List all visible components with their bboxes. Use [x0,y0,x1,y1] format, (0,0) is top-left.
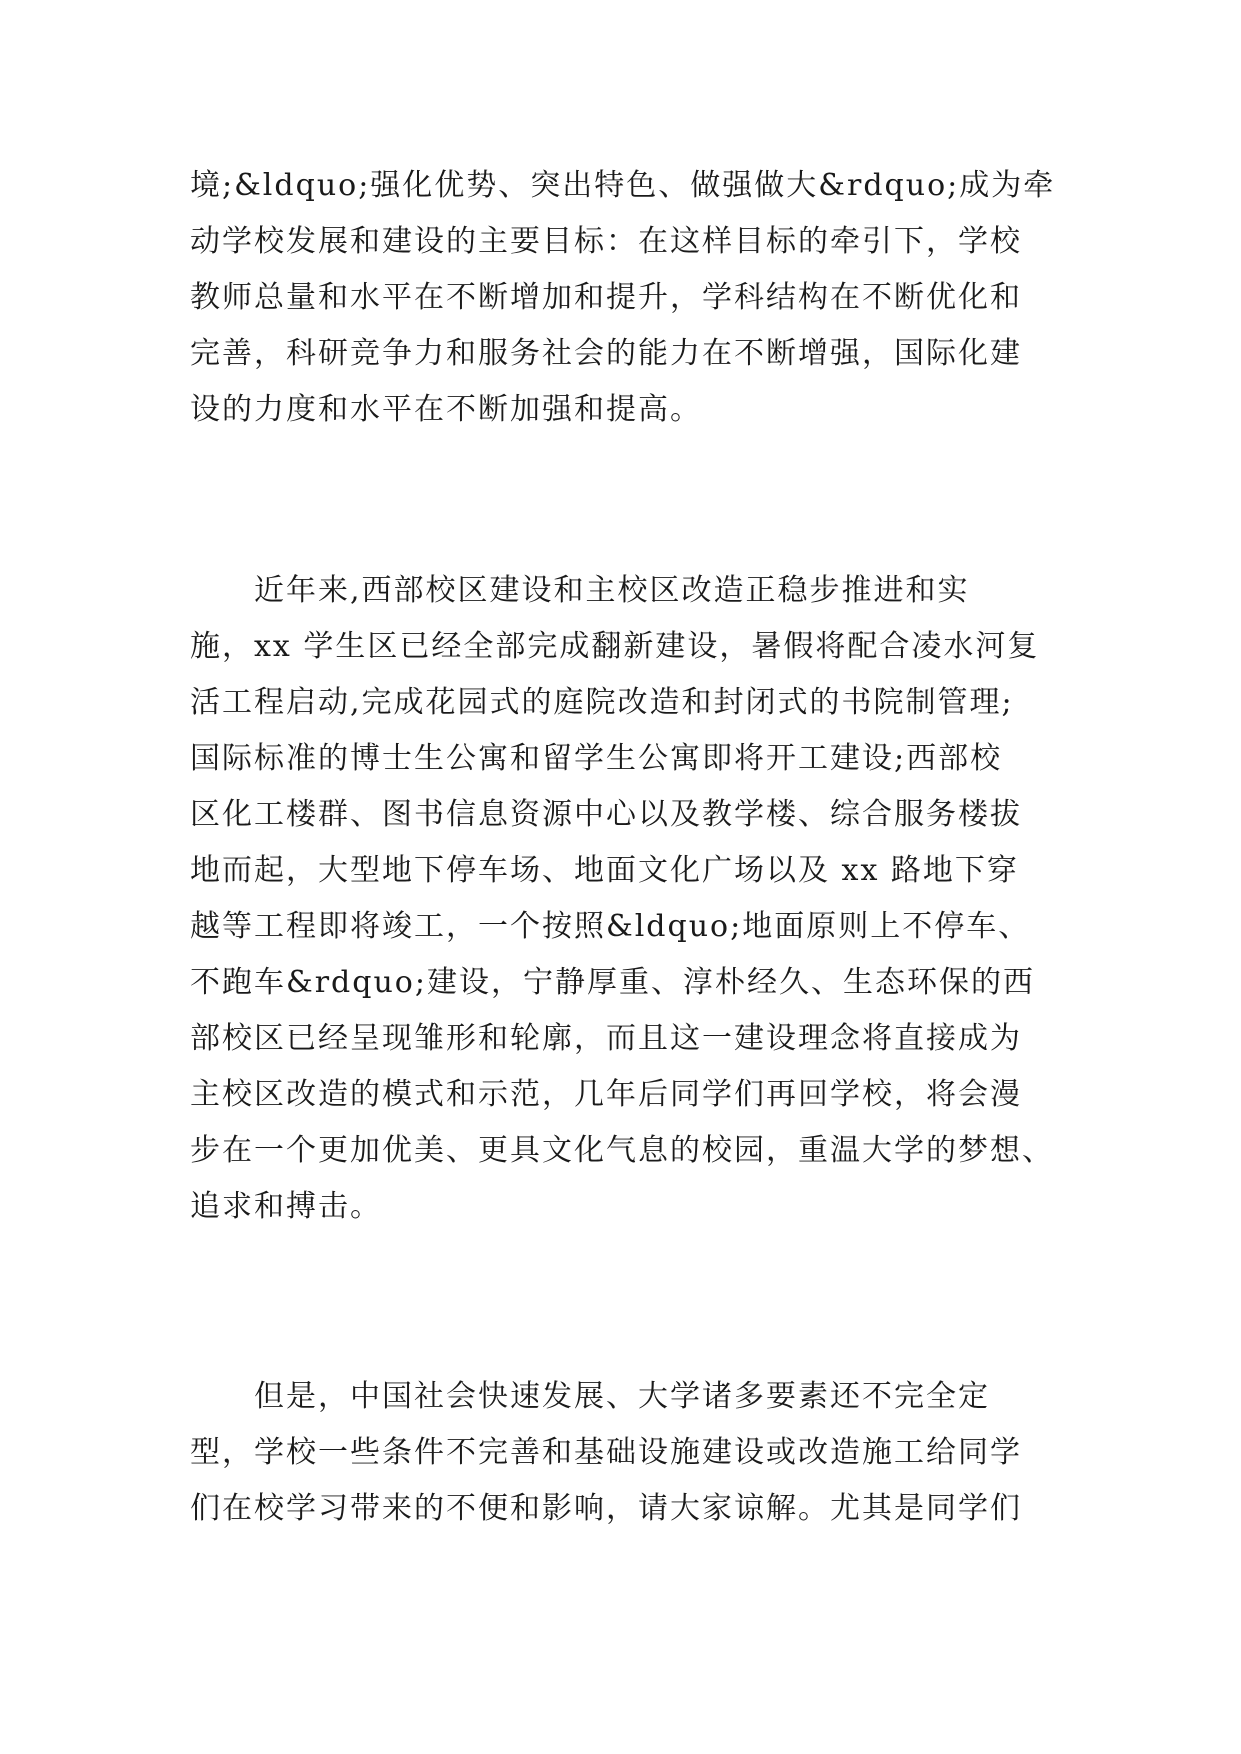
paragraph-1 [190,158,1056,438]
text-line: 完善，科研竞争力和服务社会的能力在不断增强，国际化建 [190,336,1022,371]
text-line: 施，xx 学生区已经全部完成翻新建设，暑假将配合凌水河复 [190,629,1040,664]
text-line: 但是，中国社会快速发展、大学诸多要素还不完全定 [190,1379,990,1414]
text-line: 近年来,西部校区建设和主校区改造正稳步推进和实 [190,573,970,608]
text-line: 不跑车&rdquo;建设，宁静厚重、淳朴经久、生态环保的西 [190,965,1035,1000]
text-line: 追求和搏击。 [190,1189,382,1224]
text-line: 境;&ldquo;强化优势、突出特色、做强做大&rdquo;成为牵 [190,168,1056,203]
text-line: 型，学校一些条件不完善和基础设施建设或改造施工给同学 [190,1435,1022,1470]
text-line: 部校区已经呈现雏形和轮廓，而且这一建设理念将直接成为 [190,1021,1022,1056]
text-line: 主校区改造的模式和示范，几年后同学们再回学校，将会漫 [190,1077,1022,1112]
text-line: 教师总量和水平在不断增加和提升，学科结构在不断优化和 [190,280,1022,315]
text-line: 区化工楼群、图书信息资源中心以及教学楼、综合服务楼拔 [190,797,1022,832]
text-line: 活工程启动,完成花园式的庭院改造和封闭式的书院制管理; [190,685,1014,720]
text-line: 设的力度和水平在不断加强和提高。 [190,392,702,427]
text-line: 动学校发展和建设的主要目标：在这样目标的牵引下，学校 [190,224,1022,259]
paragraph-3 [190,1369,1050,1537]
text-line: 步在一个更加优美、更具文化气息的校园，重温大学的梦想、 [190,1133,1054,1168]
text-line: 越等工程即将竣工，一个按照&ldquo;地面原则上不停车、 [190,909,1031,944]
paragraph-2 [190,563,1054,1235]
text-line: 们在校学习带来的不便和影响，请大家谅解。尤其是同学们 [190,1491,1022,1526]
text-line: 国际标准的博士生公寓和留学生公寓即将开工建设;西部校 [190,741,1003,776]
text-line: 地而起，大型地下停车场、地面文化广场以及 xx 路地下穿 [190,853,1019,888]
